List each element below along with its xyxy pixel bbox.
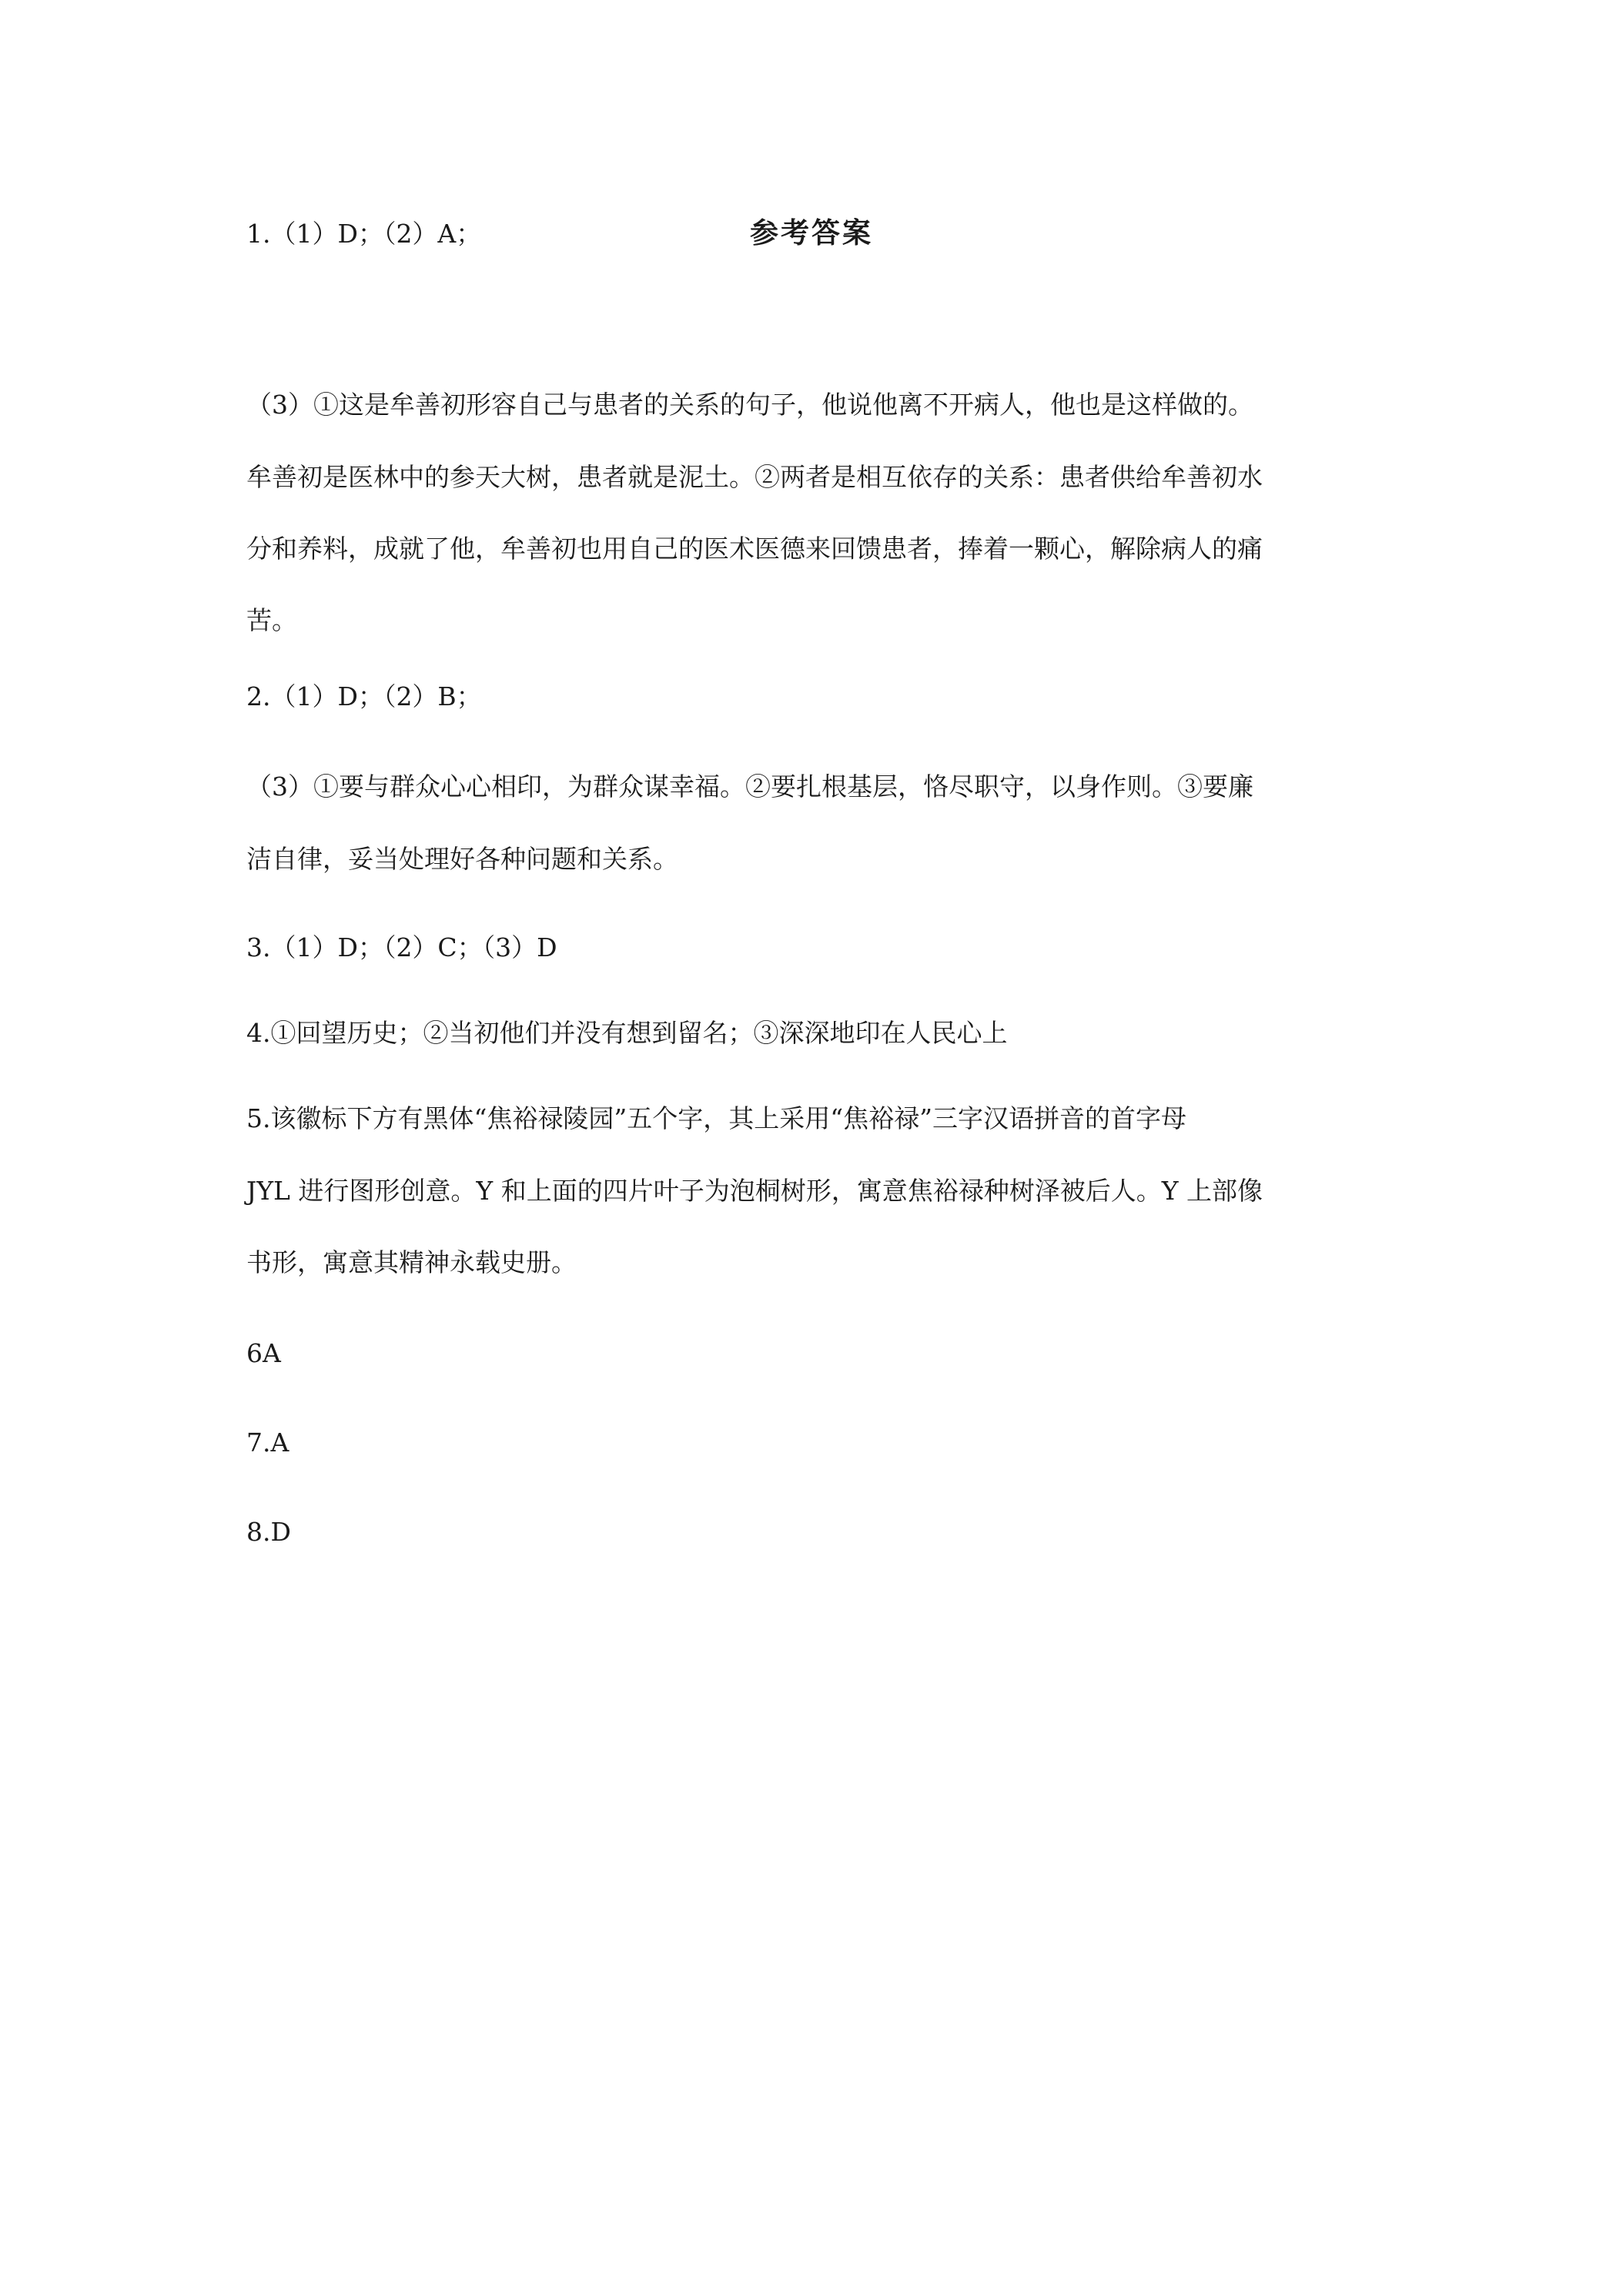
answer-1-part-b — [246, 390, 1386, 636]
answer-1-line-2: 牟善初是医林中的参天大树，患者就是泥土。②两者是相互依存的关系：患者供给牟善初水 — [246, 462, 1263, 492]
answer-5 — [246, 1103, 1386, 1278]
answer-5-line-1: 5.该徽标下方有黑体“焦裕禄陵园”五个字，其上采用“焦裕禄”三字汉语拼音的首字母 — [246, 1103, 1186, 1133]
answer-2-part-b — [246, 771, 1386, 875]
answer-7: 7.A — [246, 1427, 289, 1458]
answer-2-part-a: 2.（1）D；（2）B； — [246, 681, 482, 711]
answer-2-line-1: （3）①要与群众心心相印，为群众谋幸福。②要扎根基层，恪尽职守，以身作则。③要廉 — [246, 771, 1253, 802]
answer-5-line-3: 书形，寓意其精神永载史册。 — [246, 1247, 577, 1277]
answer-8: 8.D — [246, 1517, 291, 1547]
answer-6: 6A — [246, 1338, 281, 1368]
answer-5-line-2: JYL 进行图形创意。Y 和上面的四片叶子为泡桐树形，寓意焦裕禄种树泽被后人。Y 上部像 — [246, 1176, 1263, 1206]
answer-4: 4.①回望历史；②当初他们并没有想到留名；③深深地印在人民心上 — [246, 1018, 1008, 1048]
answer-1-part-a: 1.（1）D；（2）A； — [246, 219, 482, 249]
answer-1-line-3: 分和养料，成就了他，牟善初也用自己的医术医德来回馈患者，捧着一颗心，解除病人的痛 — [246, 534, 1263, 564]
answer-2-line-2: 洁自律，妥当处理好各种问题和关系。 — [246, 844, 678, 874]
answer-1-line-4: 苦。 — [246, 605, 297, 635]
answer-1-line-1: （3）①这是牟善初形容自己与患者的关系的句子，他说他离不开病人，他也是这样做的。 — [246, 390, 1253, 420]
page-title: 参考答案 — [750, 216, 873, 249]
answer-3: 3.（1）D；（2）C；（3）D — [246, 932, 557, 962]
